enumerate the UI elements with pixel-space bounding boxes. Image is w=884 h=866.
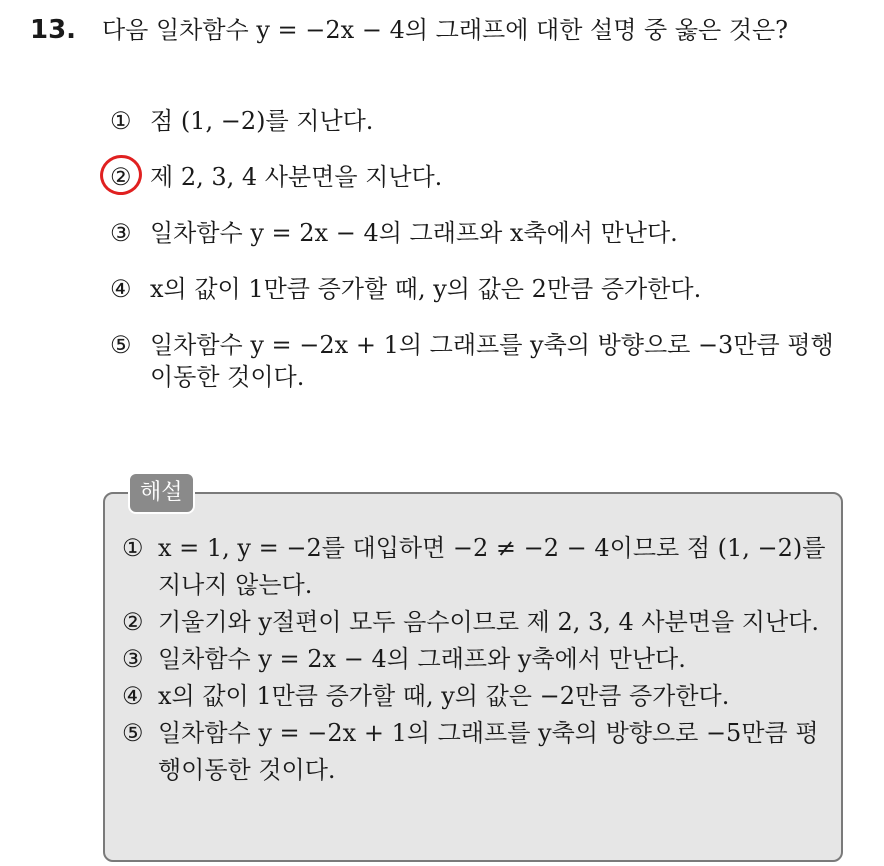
solution-2-text: 기울기와 y절편이 모두 음수이므로 제 2, 3, 4 사분면을 지난다. [158, 608, 819, 636]
solution-item-4 [122, 678, 827, 715]
choice-2[interactable] [110, 161, 850, 193]
solution-item-1 [122, 530, 827, 604]
question-header [30, 10, 788, 45]
solution-label: 해설 [128, 472, 195, 514]
solution-item-2 [122, 604, 827, 641]
solution-3-mark: ③ [122, 645, 144, 673]
question-number: 13. [30, 15, 77, 45]
solution-list [122, 530, 827, 789]
choice-4-mark: ④ [110, 275, 132, 303]
choice-4-text: x의 값이 1만큼 증가할 때, y의 값은 2만큼 증가한다. [150, 275, 702, 303]
solution-3-text: 일차함수 y = 2x − 4의 그래프와 y축에서 만난다. [158, 645, 686, 673]
choice-3[interactable] [110, 217, 850, 249]
choice-3-mark: ③ [110, 219, 132, 247]
solution-5-mark: ⑤ [122, 719, 144, 747]
choice-5-text: 일차함수 y = −2x + 1의 그래프를 y축의 방향으로 −3만큼 평행이동한 것이다. [150, 331, 834, 391]
solution-item-5 [122, 715, 827, 789]
choice-3-text: 일차함수 y = 2x − 4의 그래프와 x축에서 만난다. [150, 219, 678, 247]
solution-4-mark: ④ [122, 682, 144, 710]
choice-list [110, 105, 850, 393]
choice-5[interactable] [110, 329, 850, 393]
choice-1-mark: ① [110, 107, 132, 135]
solution-item-3 [122, 641, 827, 678]
choice-2-mark: ② [110, 163, 132, 191]
choice-2-text: 제 2, 3, 4 사분면을 지난다. [150, 163, 443, 191]
choice-1-text: 점 (1, −2)를 지난다. [150, 107, 374, 135]
solution-1-mark: ① [122, 534, 144, 562]
solution-5-text: 일차함수 y = −2x + 1의 그래프를 y축의 방향으로 −5만큼 평행이동한 것이다. [158, 719, 819, 784]
choice-1[interactable] [110, 105, 850, 137]
solution-4-text: x의 값이 1만큼 증가할 때, y의 값은 −2만큼 증가한다. [158, 682, 730, 710]
solution-2-mark: ② [122, 608, 144, 636]
choice-4[interactable] [110, 273, 850, 305]
choice-5-mark: ⑤ [110, 331, 132, 359]
question-text: 다음 일차함수 y = −2x − 4의 그래프에 대한 설명 중 옳은 것은? [102, 16, 789, 44]
solution-1-text: x = 1, y = −2를 대입하면 −2 ≠ −2 − 4이므로 점 (1, −2)를 지나지 않는다. [158, 534, 826, 599]
